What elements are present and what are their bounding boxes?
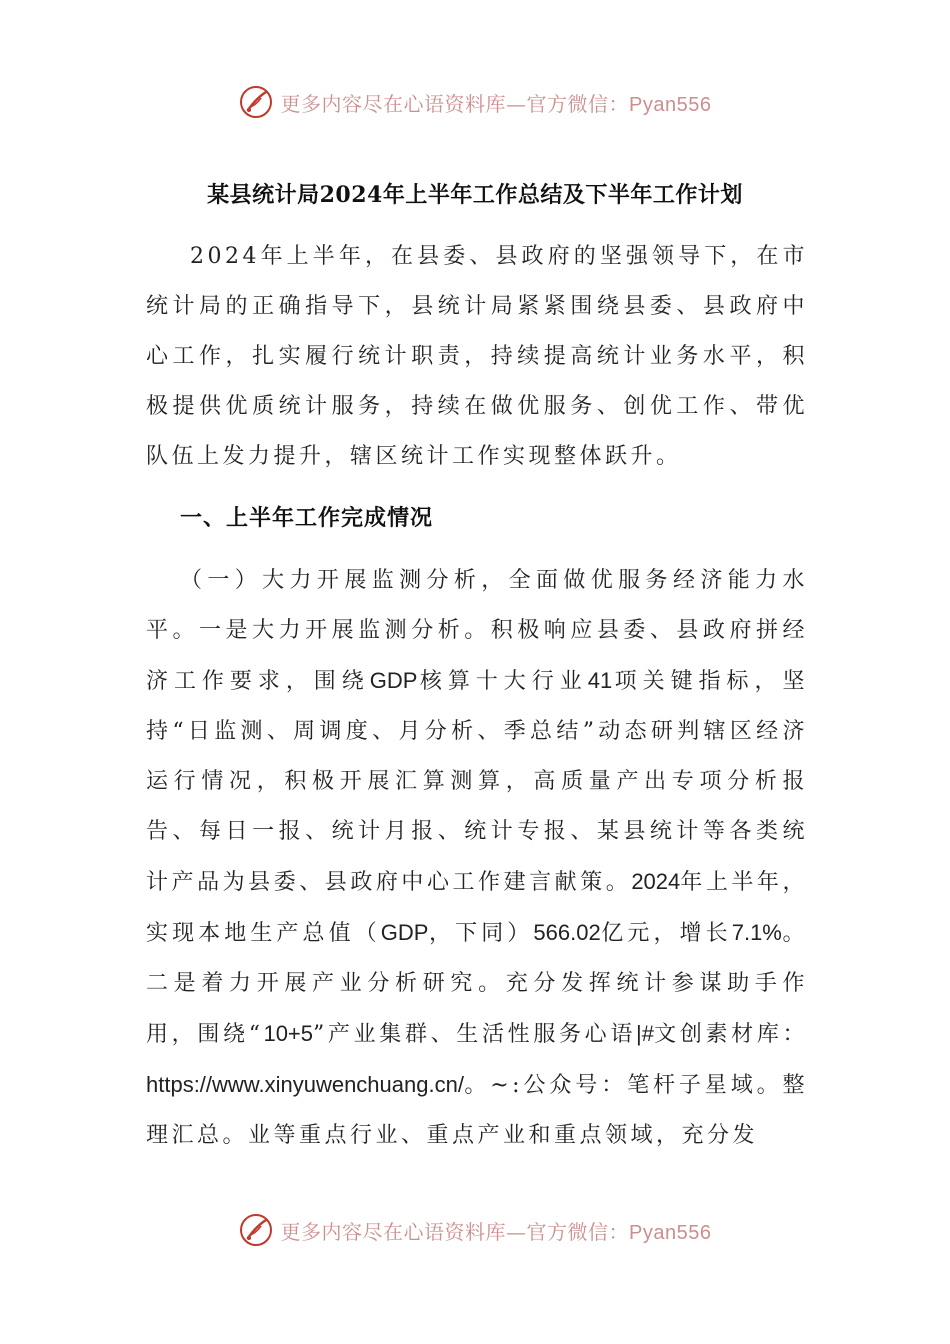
header-watermark-banner xyxy=(0,82,950,122)
document-title: 某县统计局2024年上半年工作总结及下半年工作计划 xyxy=(207,182,743,208)
header-banner-wechat-id: Pyan556 xyxy=(629,93,712,116)
header-banner-text: 更多内容尽在心语资料库—官方微信：Pyan556 xyxy=(280,91,712,116)
section-heading: 一、上半年工作完成情况 xyxy=(180,506,434,531)
footer-watermark-banner xyxy=(0,1210,950,1250)
document-body xyxy=(146,232,808,1161)
quill-seal-logo-icon xyxy=(239,1213,273,1247)
footer-banner-text: 更多内容尽在心语资料库—官方微信：Pyan556 xyxy=(280,1219,712,1244)
source-url-text: https://www.xinyuwenchuang.cn/ xyxy=(146,1072,464,1097)
intro-paragraph: 2024年上半年，在县委、县政府的坚强领导下，在市统计局的正确指导下，县统计局紧紧围绕县委、县政府中心工作，扎实履行统计职责，持续提高统计业务水平，积极提供优质统计服务，持续在做优服务、创优工作、带优队伍上发力提升，辖区统计工作实现整体跃升。 xyxy=(146,244,808,469)
quill-seal-logo-icon xyxy=(239,85,273,119)
footer-banner-wechat-id: Pyan556 xyxy=(629,1221,712,1244)
section1-paragraph: （一）大力开展监测分析，全面做优服务经济能力水平。一是大力开展监测分析。积极响应县委、县政府拼经济工作要求，围绕GDP核算十大行业41项关键指标，坚持“日监测、周调度、月分析、季总结”动态研判辖区经济运行情况，积极开展汇算测算，高质量产出专项分析报告、每日一报、统计月报、统计专报、某县统计等各类统计产品为县委、县政府中心工作建言献策。2024年上半年，实现本地生产总值（GDP，下同）566.02亿元，增长7.1%。二是着力开展产业分析研究。充分发挥统计参谋助手作用，围绕“10+5”产业集群、生活性服务心语|#文创素材库：https://www.xinyuwenchuang.cn/。~:公众号：笔杆子星域。整理汇总。业等重点行业、重点产业和重点领域，充分发 xyxy=(146,568,809,1148)
